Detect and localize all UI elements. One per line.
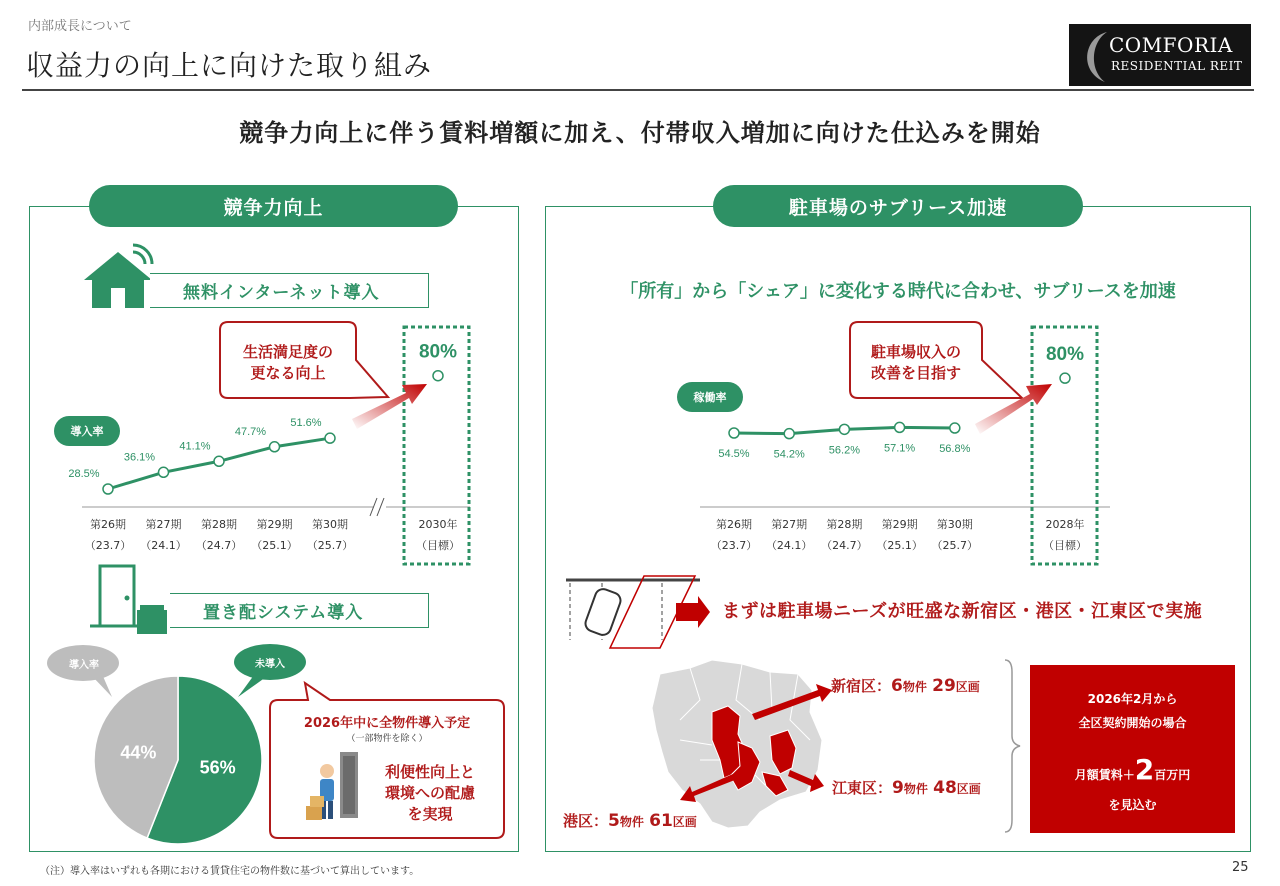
tick-sub-label: （23.7）	[710, 539, 758, 552]
ward-name: 港区	[563, 812, 594, 830]
summary-line4: を見込む	[1108, 798, 1157, 812]
page-title: 収益力の向上に向けた取り組み	[26, 49, 433, 82]
ward-properties: 6	[891, 676, 903, 696]
pie-badge-introduced	[47, 645, 119, 697]
tick-label: 第29期	[256, 518, 293, 531]
tick-sub-label: （25.7）	[931, 539, 979, 552]
callout-line: 生活満足度の	[242, 343, 333, 361]
callout-line: を実現	[407, 805, 453, 823]
ward-spaces: 61	[649, 811, 673, 831]
tick-sub-label: （25.1）	[251, 539, 298, 552]
tick-label: 第26期	[716, 518, 752, 531]
ward-prop-unit: 物件	[619, 815, 644, 829]
competitiveness-title: 競争力向上	[89, 185, 458, 227]
summary-unit: 百万円	[1154, 768, 1191, 782]
callout-line: 環境への配慮	[384, 784, 475, 802]
tick-sub-label: （24.1）	[765, 539, 813, 552]
pie-badge-introduced-label: 導入率	[69, 660, 99, 671]
ward-spaces: 48	[933, 778, 957, 798]
footnote: （注）導入率はいずれも各期における賃貸住宅の物件数に基づいて算出しています。	[40, 866, 420, 877]
tick-sub-label: （25.1）	[876, 539, 923, 552]
main-headline: 競争力向上に伴う賃料増額に加え、付帯収入増加に向けた仕込みを開始	[239, 119, 1041, 147]
tick-sub-label: （24.1）	[140, 539, 187, 552]
callout-line: 利便性向上と	[384, 763, 475, 781]
tick-label: 第28期	[826, 518, 863, 531]
callout-line: 改善を目指す	[870, 364, 961, 382]
ward-space-unit: 区画	[956, 782, 981, 796]
data-label: 56.2%	[828, 444, 861, 457]
callout-line: 駐車場収入の	[870, 343, 961, 361]
feature-internet-label: 無料インターネット導入	[150, 273, 429, 308]
parking-lot-icon	[566, 576, 710, 648]
pie-slice-label: 56%	[199, 757, 236, 778]
logo-text-main: COMFORIA	[1109, 33, 1233, 57]
grouping-brace	[1005, 660, 1020, 832]
tick-label: 2030年	[418, 518, 458, 531]
internet-rate-badge: 導入率	[54, 416, 120, 446]
data-point	[103, 484, 113, 494]
tick-label: 第27期	[145, 518, 182, 531]
feature-delivery-label: 置き配システム導入	[170, 593, 429, 628]
tick-sub-label: （24.7）	[195, 539, 243, 552]
tick-label: 第29期	[881, 518, 918, 531]
target-point	[433, 371, 443, 381]
target-point	[1060, 373, 1070, 383]
summary-line3	[1030, 753, 1235, 786]
target-value-label: 80%	[418, 341, 458, 363]
ward-shinjuku-label	[831, 675, 980, 696]
ward-spaces: 29	[932, 676, 956, 696]
data-label: 54.2%	[773, 448, 805, 461]
summary-amount: 2	[1134, 753, 1155, 786]
data-label: 57.1%	[883, 442, 916, 455]
data-point	[159, 467, 169, 477]
data-point	[895, 422, 905, 432]
ward-properties: 5	[608, 811, 620, 831]
ward-separator: ：	[593, 812, 609, 830]
tick-label: 2028年	[1045, 518, 1085, 531]
tick-sub-label: （23.7）	[84, 539, 132, 552]
action-headline: まずは駐車場ニーズが旺盛な新宿区・港区・江東区で実施	[722, 601, 1203, 622]
tick-sub-label: （24.7）	[821, 539, 868, 552]
data-point	[729, 428, 739, 438]
target-value-label: 80%	[1045, 344, 1085, 366]
tick-sub-label: （目標）	[416, 539, 460, 552]
tick-label: 第28期	[201, 518, 237, 531]
data-label: 41.1%	[179, 440, 211, 453]
data-label: 56.8%	[939, 443, 971, 456]
delivery-pie-chart	[94, 676, 262, 844]
summary-rent-label: 月額賃料＋	[1074, 768, 1135, 782]
logo-text-sub: RESIDENTIAL REIT	[1111, 59, 1243, 73]
parking-callout-text	[850, 342, 982, 384]
delivery-callout-title: 2026年中に全物件導入予定	[303, 716, 471, 731]
ward-space-unit: 区画	[672, 815, 697, 829]
parking-title: 駐車場のサブリース加速	[713, 185, 1083, 227]
tick-label: 第27期	[771, 518, 808, 531]
occupancy-rate-badge: 稼働率	[677, 382, 743, 412]
data-label: 54.5%	[718, 448, 750, 460]
pie-badge-not-introduced-label: 未導入	[255, 659, 285, 670]
ward-minato-label	[563, 810, 697, 831]
data-point	[839, 424, 849, 434]
data-label: 36.1%	[123, 451, 156, 464]
breadcrumb: 内部成長について	[28, 19, 132, 34]
data-label: 28.5%	[68, 468, 100, 480]
parking-subheadline: 「所有」から「シェア」に変化する時代に合わせ、サブリースを加速	[620, 281, 1176, 302]
data-point	[950, 423, 960, 433]
callout-line: 更なる向上	[250, 364, 326, 382]
data-label: 51.6%	[290, 417, 322, 430]
tick-sub-label: （25.7）	[306, 539, 354, 552]
summary-line1: 2026年2月から	[1087, 692, 1178, 706]
ward-space-unit: 区画	[955, 680, 980, 694]
tick-sub-label: （目標）	[1043, 539, 1087, 552]
tick-label: 第30期	[312, 518, 348, 531]
ward-name: 新宿区	[831, 677, 877, 695]
tick-label: 第26期	[90, 518, 126, 531]
ward-separator: ：	[876, 677, 892, 695]
axis-break	[377, 498, 384, 516]
data-point	[270, 442, 280, 452]
satisfaction-callout-text	[220, 342, 356, 384]
delivery-callout-body	[366, 762, 494, 825]
pie-slice-label: 44%	[120, 742, 157, 763]
data-label: 47.7%	[234, 425, 267, 438]
data-point	[784, 429, 794, 439]
house-wifi-icon	[84, 245, 152, 308]
page-number: 25	[1232, 860, 1249, 875]
revenue-summary-box	[1030, 665, 1235, 833]
door-package-icon	[90, 566, 167, 634]
tokyo-map	[652, 660, 832, 828]
ward-prop-unit: 物件	[903, 782, 928, 796]
tick-label: 第30期	[936, 518, 973, 531]
ward-properties: 9	[892, 778, 904, 798]
ward-name: 江東区	[832, 779, 878, 797]
delivery-callout-note: （一部物件を除く）	[346, 734, 428, 744]
ward-prop-unit: 物件	[902, 680, 927, 694]
data-point	[214, 456, 224, 466]
data-point	[325, 433, 335, 443]
ward-koto-label	[832, 777, 981, 798]
ward-separator: ：	[877, 779, 893, 797]
pie-badge-not-introduced	[234, 644, 306, 697]
summary-line2: 全区契約開始の場合	[1078, 716, 1187, 730]
